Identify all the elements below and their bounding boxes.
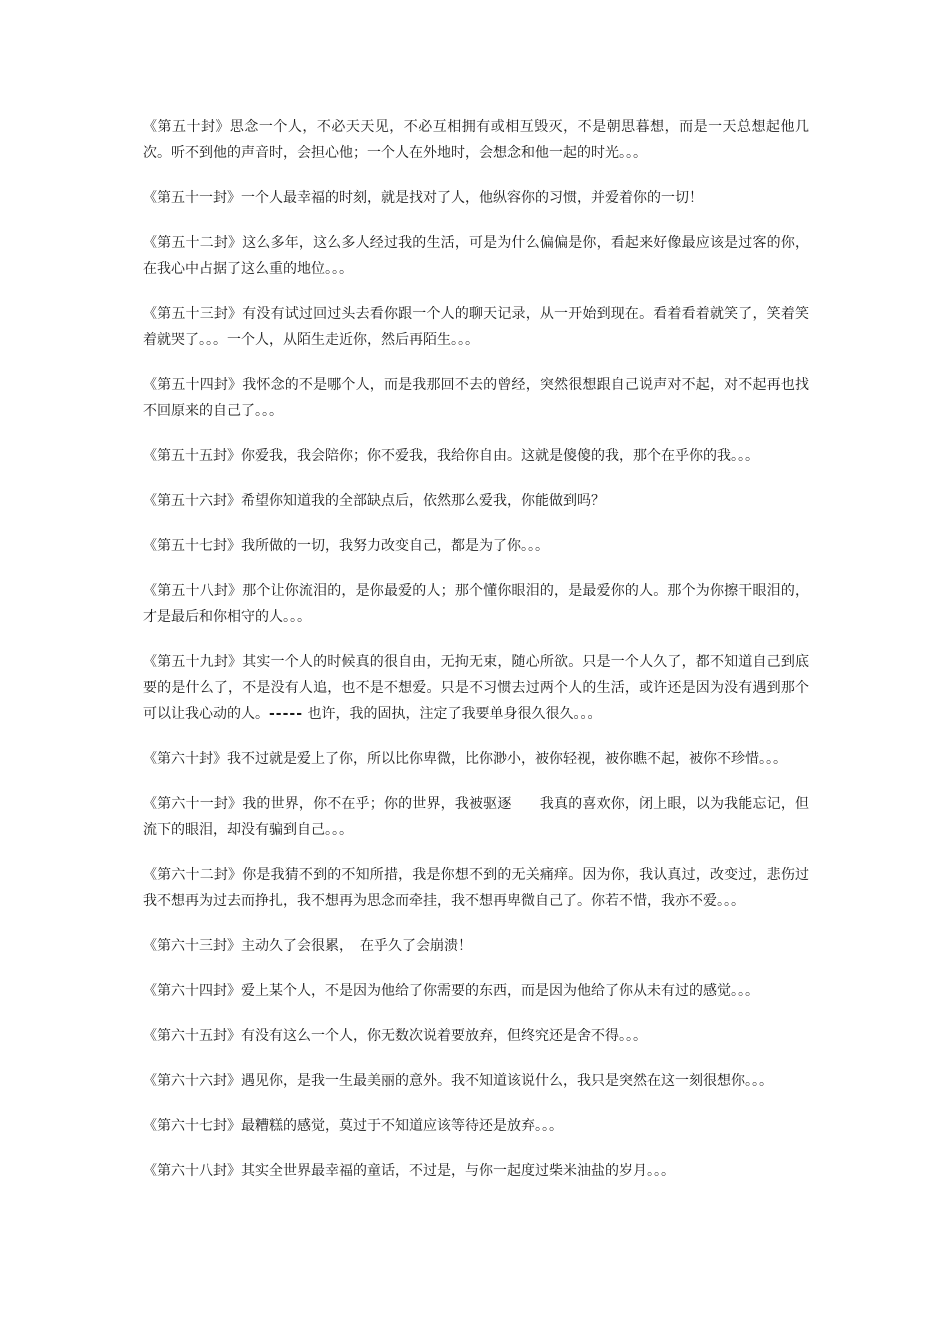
letter-paragraph [143,1113,809,1139]
letter-paragraph [143,372,809,424]
letter-text: 《第六十一封》我的世界，你不在乎；你的世界，我被驱逐 我真的喜欢你，闭上眼，以为我能忘记，但流下的眼泪，却没有骗到自己。。。 [143,796,809,838]
letter-text: 《第六十六封》遇见你，是我一生最美丽的意外。我不知道该说什么，我只是突然在这一刻很想你。。。 [143,1073,773,1089]
letter-text: 《第五十三封》有没有试过回过头去看你跟一个人的聊天记录，从一开始到现在。看着看着就笑了，笑着笑着就哭了。。。一个人，从陌生走近你，然后再陌生。。。 [143,306,809,348]
letter-text: 也许，我的固执，注定了我要单身很久很久。。。 [303,706,602,722]
letter-paragraph [143,1068,809,1094]
letter-paragraph [143,862,837,914]
dash-separator: ----- [269,706,304,722]
letter-text: 《第五十九封》其实一个人的时候真的很自由，无拘无束，随心所欲。只是一个人久了，都不知道自己到底要的是什么了，不是没有人追，也不是不想爱。只是不习惯去过两个人的生活，或许还是因为没有遇到那个可以让我心动的人。 [143,654,809,722]
letter-paragraph [143,533,809,559]
letter-text: 《第五十二封》这么多年，这么多人经过我的生活，可是为什么偏偏是你，看起来好像最应该是过客的你，在我心中占据了这么重的地位。。。 [143,235,809,277]
letter-paragraph [143,1023,809,1049]
letter-text: 《第六十七封》最糟糕的感觉，莫过于不知道应该等待还是放弃。。。 [143,1118,563,1134]
document-page [143,114,837,1203]
letter-paragraph [143,791,809,843]
letter-paragraph [143,978,809,1004]
letter-text: 《第五十八封》那个让你流泪的，是你最爱的人；那个懂你眼泪的，是最爱你的人。那个为你擦干眼泪的，才是最后和你相守的人。。。 [143,583,809,625]
letter-text: 《第六十五封》有没有这么一个人，你无数次说着要放弃，但终究还是舍不得。。。 [143,1028,647,1044]
letter-text: 《第五十一封》一个人最幸福的时刻，就是找对了人，他纵容你的习惯，并爱着你的一切！ [143,190,703,206]
letter-paragraph [143,114,809,166]
letter-paragraph [143,578,809,630]
letter-text: 《第六十二封》你是我猜不到的不知所措，我是你想不到的无关痛痒。因为你，我认真过，改变过，悲伤过 我不想再为过去而挣扎，我不想再为思念而牵挂，我不想再卑微自己了。你若不惜，我亦不爱。。。 [143,867,837,909]
letter-paragraph [143,443,809,469]
letter-paragraph [143,488,809,514]
letter-text: 《第五十封》思念一个人，不必天天见，不必互相拥有或相互毁灭，不是朝思暮想，而是一天总想起他几次。听不到他的声音时，会担心他；一个人在外地时，会想念和他一起的时光。。。 [143,119,809,161]
letter-text: 《第六十封》我不过就是爱上了你，所以比你卑微，比你渺小，被你轻视，被你瞧不起，被你不珍惜。。。 [143,751,787,767]
letter-text: 《第五十四封》我怀念的不是哪个人，而是我那回不去的曾经，突然很想跟自己说声对不起，对不起再也找不回原来的自己了。。。 [143,377,809,419]
letter-paragraph [143,746,809,772]
letter-text: 《第六十四封》爱上某个人，不是因为他给了你需要的东西，而是因为他给了你从未有过的感觉。。。 [143,983,759,999]
letter-text: 《第五十七封》我所做的一切，我努力改变自己，都是为了你。。。 [143,538,549,554]
letter-text: 《第五十五封》你爱我，我会陪你；你不爱我，我给你自由。这就是傻傻的我，那个在乎你的我。。。 [143,448,759,464]
letter-text: 《第六十三封》主动久了会很累， 在乎久了会崩溃！ [143,938,472,954]
letter-paragraph [143,649,809,727]
letter-paragraph [143,301,809,353]
letter-text: 《第五十六封》希望你知道我的全部缺点后，依然那么爱我，你能做到吗？ [143,493,605,509]
letter-paragraph [143,933,809,959]
letter-text: 《第六十八封》其实全世界最幸福的童话，不过是，与你一起度过柴米油盐的岁月。。。 [143,1163,675,1179]
letter-paragraph [143,1158,809,1184]
letter-paragraph [143,185,809,211]
letter-paragraph [143,230,809,282]
